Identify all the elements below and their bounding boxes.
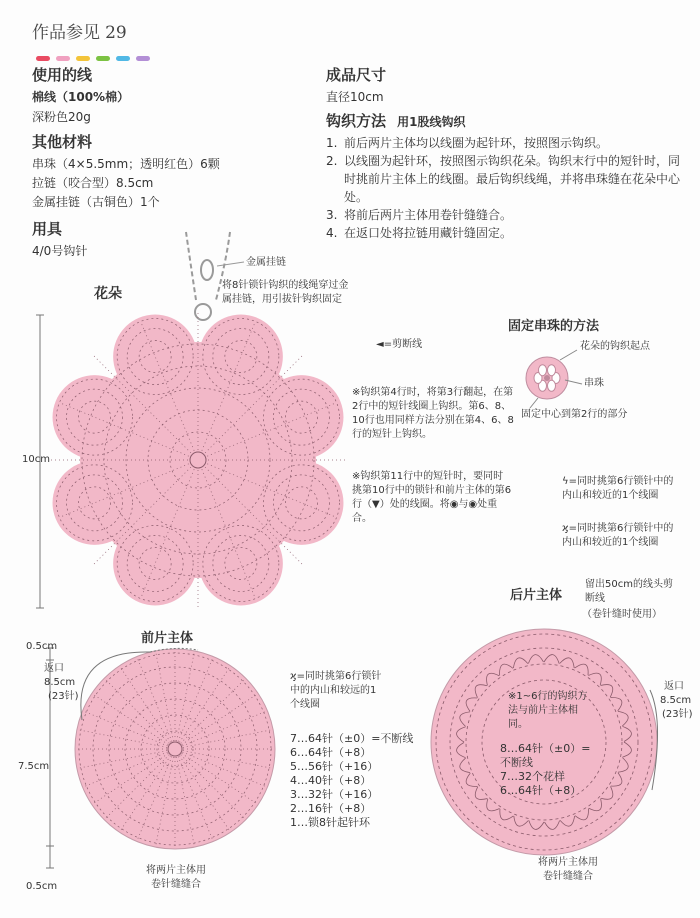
back-sew-note: 将两片主体用卷针缝缝合 <box>538 857 598 882</box>
back-opening-label: 返口 <box>664 681 684 692</box>
yarn-type: 棉线（100%棉） <box>32 90 130 104</box>
bead-label: 串珠 <box>584 378 604 389</box>
back-row: 7…32个花样 <box>500 770 565 783</box>
front-row: 7…64针（±0）=不断线 <box>290 732 414 745</box>
other-item: 串珠（4×5.5mm；透明红色）6颗 <box>32 157 220 171</box>
front-row: 6…64针（+8） <box>290 746 372 759</box>
page-number: 29 <box>105 23 127 43</box>
front-dim-mid: 7.5cm <box>18 761 50 772</box>
chain-note: 将8针锁针钩织的线绳穿过金属挂链，用引拔针钩织固定 <box>222 280 349 305</box>
flower-diagram <box>48 310 348 610</box>
chain-label: 金属挂链 <box>246 257 286 268</box>
back-row: 6…64针（+8） <box>500 784 582 797</box>
method-step: 3. 将前后两片主体用卷针缝缝合。 <box>326 208 513 222</box>
front-row: 2…16针（+8） <box>290 802 372 815</box>
front-opening-length: 8.5cm <box>44 677 76 688</box>
tool-value: 4/0号钩针 <box>32 244 88 258</box>
front-row: 3…32针（+16） <box>290 788 379 801</box>
back-leave-note-2: （卷针缝时使用） <box>582 609 662 620</box>
legend-symbol-1: ϟ=同时挑第6行锁针中的内山和较近的1个线圈 <box>562 476 674 501</box>
front-opening-label: 返口 <box>44 663 64 674</box>
bead <box>539 365 547 376</box>
bead-start-label: 花朵的钩织起点 <box>580 341 650 352</box>
flower-title: 花朵 <box>94 286 122 302</box>
size-value: 直径10cm <box>326 90 384 104</box>
legend-symbol-2: ϗ=同时挑第6行锁针中的内山和较近的1个线圈 <box>562 523 674 548</box>
front-row-list <box>290 732 413 830</box>
bead-fix-label: 固定中心到第2行的部分 <box>521 409 628 420</box>
legend-symbol: ϟ <box>562 476 569 487</box>
method-subheading: 用1股线钩织 <box>397 115 466 129</box>
back-opening-length: 8.5cm <box>660 695 692 706</box>
method-step: 2. 以线圈为起针环，按照图示钩织花朵。钩织末行中的短针时，同时挑前片主体上的线圈。最后钩织线绳，并将串珠缝在花朵中心处。 <box>326 154 681 204</box>
bead <box>548 380 556 391</box>
front-symbol-note: ϗ=同时挑第6行锁针中的内山和较远的1个线圈 <box>290 671 382 710</box>
back-center-note: ※1~6行的钩织方法与前片主体相同。 <box>508 691 588 730</box>
back-row: 8…64针（±0）=不断线 <box>500 742 591 769</box>
method-step: 1. 前后两片主体均以线圈为起针环，按照图示钩织。 <box>326 136 609 150</box>
legend-symbol: ϗ <box>290 671 297 682</box>
back-body-title: 后片主体 <box>510 588 563 603</box>
other-item: 金属挂链（古铜色）1个 <box>32 195 160 209</box>
back-opening-stitches: (23针) <box>662 709 693 720</box>
yarn-color: 深粉色20g <box>32 110 91 124</box>
method-heading: 钩织方法 <box>326 112 387 130</box>
back-row-list <box>500 742 596 798</box>
front-body-diagram <box>75 649 275 849</box>
method-step: 4. 在返口处将拉链用藏针缝固定。 <box>326 226 513 240</box>
flower-note-1: ※钩织第4行时，将第3行翻起，在第2行中的短针线圈上钩织。第6、8、10行也用同样方法分别在第4、6、8行的短针上钩织。 <box>352 387 514 440</box>
size-heading: 成品尺寸 <box>326 66 387 84</box>
legend-symbol: ϗ <box>562 523 569 534</box>
bead <box>548 365 556 376</box>
other-materials-heading: 其他材料 <box>32 133 93 151</box>
front-row: 4…40针（+8） <box>290 774 372 787</box>
front-opening-stitches: (23针) <box>48 691 79 702</box>
flower-dimension: 10cm <box>22 454 50 465</box>
bead-title: 固定串珠的方法 <box>508 319 600 334</box>
front-dim-top: 0.5cm <box>26 641 58 652</box>
front-dim-bottom: 0.5cm <box>26 881 58 892</box>
front-body-title: 前片主体 <box>141 631 194 646</box>
front-row: 1…锁8针起针环 <box>290 816 370 829</box>
front-sew-note: 将两片主体用卷针缝缝合 <box>146 865 206 890</box>
back-leave-note: 留出50cm的线头剪断线 <box>585 579 673 604</box>
bead-diagram <box>526 350 582 408</box>
front-row: 5…56针（+16） <box>290 760 379 773</box>
other-item: 拉链（咬合型）8.5cm <box>32 176 154 190</box>
yarn-heading: 使用的线 <box>32 66 93 84</box>
cut-note: ◄=剪断线 <box>376 339 423 350</box>
page-title: 作品参见 <box>32 23 100 43</box>
tool-heading: 用具 <box>32 220 63 238</box>
flower-note-2: ※钩织第11行中的短针时，要同时挑第10行中的锁针和前片主体的第6行（▼）处的线圈。将◉与◉处重合。 <box>352 471 512 524</box>
